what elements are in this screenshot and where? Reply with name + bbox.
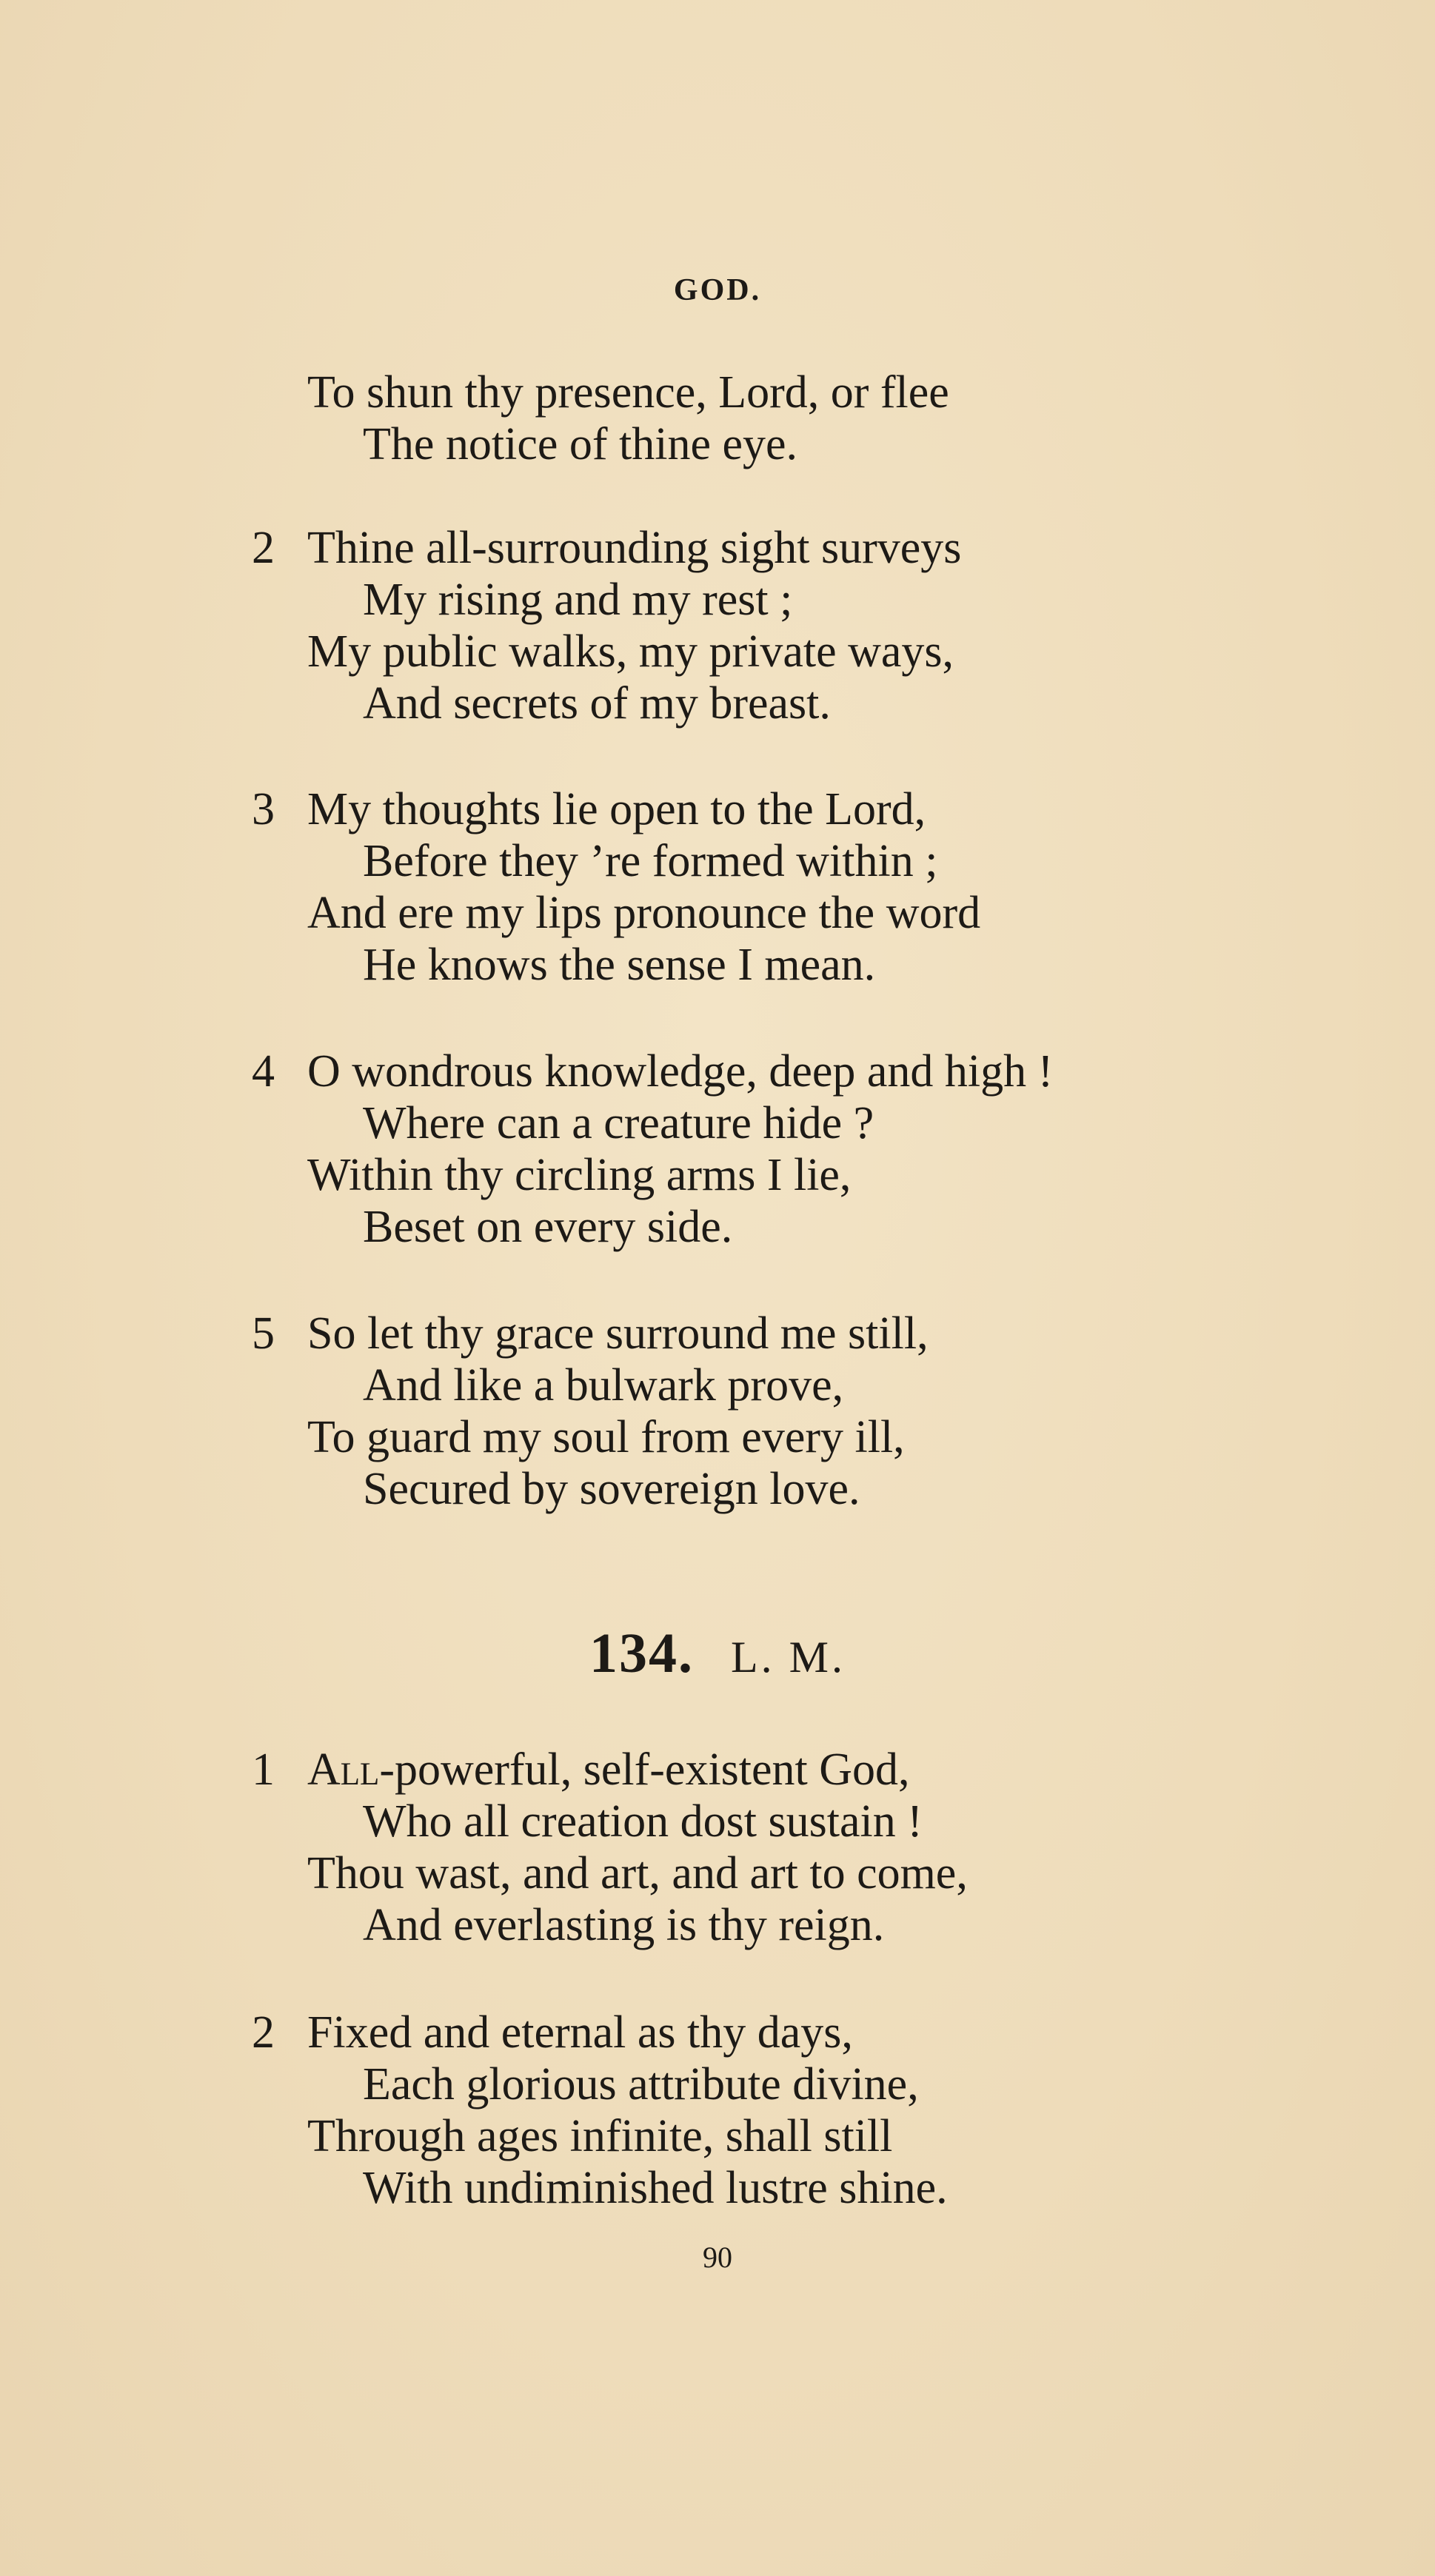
stanza-number: 4 [252,1046,275,1097]
verse-line: Where can a creature hide ? [363,1098,874,1148]
verse-line: Through ages infinite, shall still [307,2111,893,2161]
stanza-number: 2 [252,523,275,573]
verse-line: My public walks, my private ways, [307,626,954,677]
verse-line: The notice of thine eye. [363,419,798,469]
hymn-heading [0,1622,1435,1686]
verse-line: To guard my soul from every ill, [307,1412,905,1462]
stanza-number: 5 [252,1308,275,1359]
verse-line: My rising and my rest ; [363,575,793,625]
page-number: 90 [703,2241,732,2274]
verse-line: Thou wast, and art, and art to come, [307,1848,968,1898]
verse-line: Fixed and eternal as thy days, [307,2007,853,2058]
verse-line: And everlasting is thy reign. [363,1900,885,1950]
first-word-small-caps: All [307,1744,380,1795]
verse-line: So let thy grace surround me still, [307,1308,929,1359]
verse-line: To shun thy presence, Lord, or flee [307,367,949,418]
stanza-number: 2 [252,2007,275,2058]
running-head: GOD. [673,273,762,307]
first-line-rest: -powerful, self-existent God, [379,1744,910,1795]
verse-line: O wondrous knowledge, deep and high ! [307,1046,1054,1097]
verse-line: And secrets of my breast. [363,678,831,729]
hymn-meter: L. M. [731,1633,846,1682]
verse-line: Each glorious attribute divine, [363,2059,919,2110]
verse-line: Before they ’re formed within ; [363,836,938,886]
verse-line: Who all creation dost sustain ! [363,1796,923,1847]
verse-line: And ere my lips pronounce the word [307,888,981,938]
stanza-number: 1 [252,1744,275,1795]
stanza-number: 3 [252,784,275,834]
hymn-number: 134. [589,1622,694,1685]
verse-line: With undiminished lustre shine. [363,2163,948,2213]
verse-line: Thine all-surrounding sight surveys [307,523,962,573]
verse-line-first [307,1744,910,1796]
verse-line: My thoughts lie open to the Lord, [307,784,926,834]
verse-line: Secured by sovereign love. [363,1464,860,1514]
verse-line: Within thy circling arms I lie, [307,1150,852,1200]
verse-line: He knows the sense I mean. [363,940,876,990]
verse-line: And like a bulwark prove, [363,1360,844,1411]
verse-line: Beset on every side. [363,1202,733,1252]
